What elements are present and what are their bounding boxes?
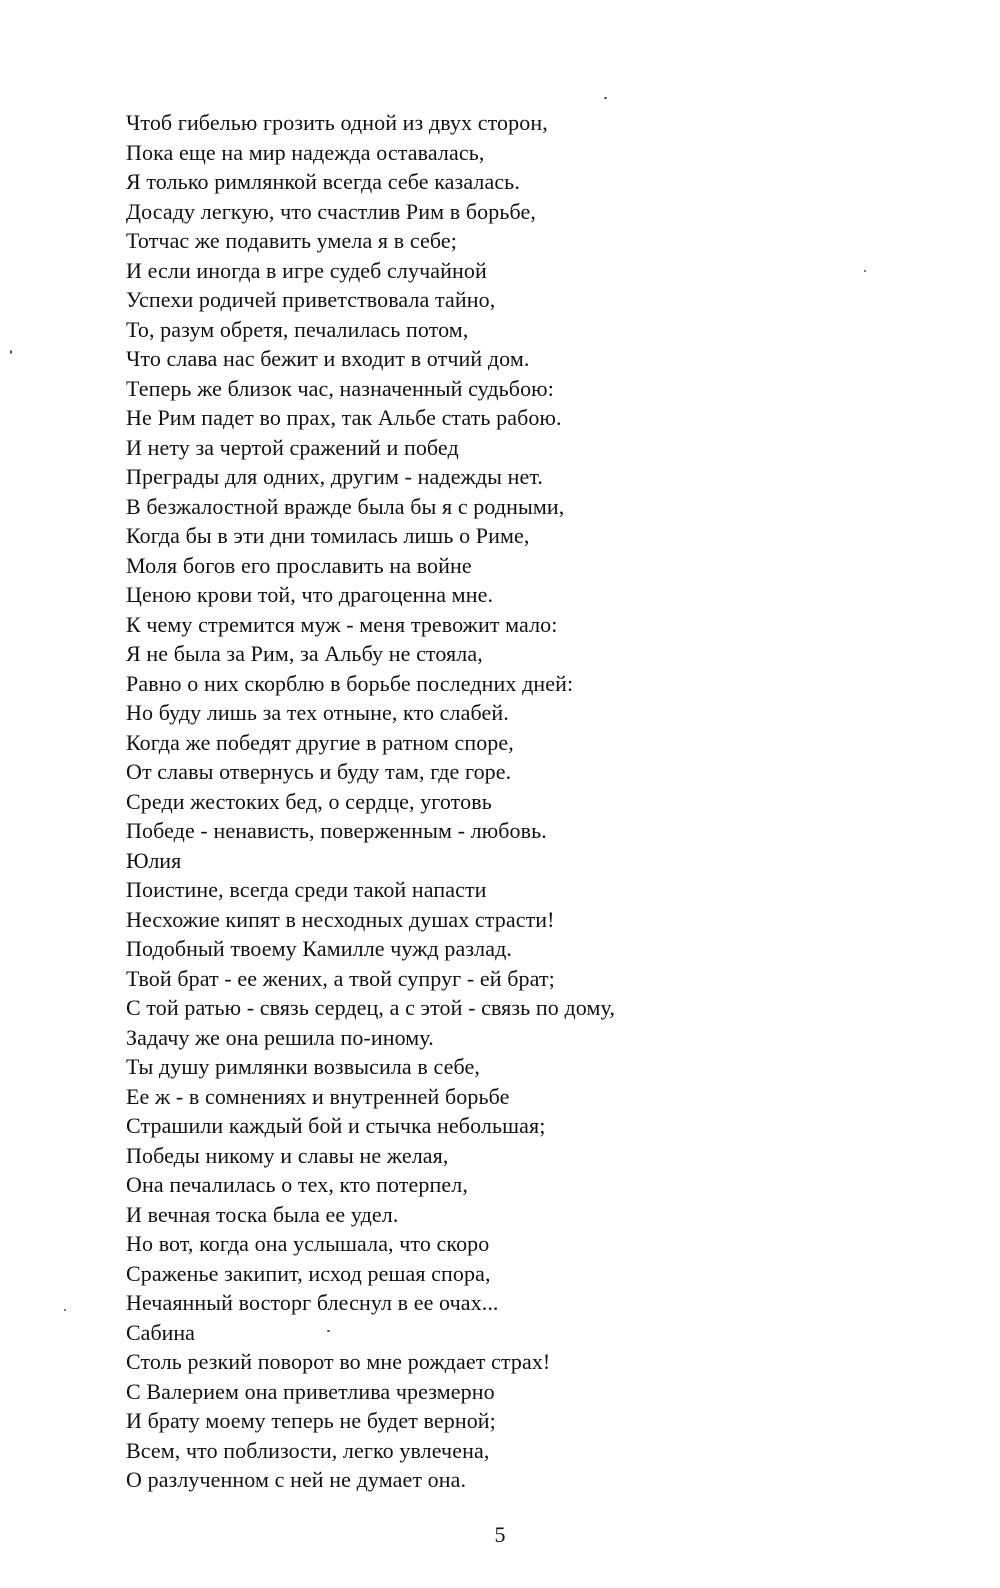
verse-line: Нечаянный восторг блеснул в ее очах... [126, 1290, 499, 1315]
verse-line: Равно о них скорблю в борьбе последних дней: [126, 670, 574, 696]
verse-line: Поистине, всегда среди такой напасти [126, 877, 487, 902]
verse-line: Ты душу римлянки возвысила в себе, [126, 1054, 480, 1079]
verse-line: Столь резкий поворот во мне рождает страх! [126, 1349, 551, 1374]
verse-line: И нету за чертой сражений и побед [126, 434, 459, 460]
verse-line: Досаду легкую, что счастлив Рим в борьбе, [126, 198, 536, 224]
verse-line: Я только римлянкой всегда себе казалась. [126, 169, 520, 194]
verse-line: Среди жестоких бед, о сердце, уготовь [126, 788, 492, 814]
verse-line: И вечная тоска была ее удел. [126, 1201, 399, 1227]
verse-line: Подобный твоему Камилле чужд разлад. [126, 936, 513, 961]
verse-line: И если иногда в игре судеб случайной [126, 257, 487, 283]
verse-line: Я не была за Рим, за Альбу не стояла, [126, 641, 483, 666]
verse-line: Страшили каждый бой и стычка небольшая; [126, 1113, 546, 1138]
speck-mark [10, 350, 12, 354]
verse-line: Чтоб гибелью грозить одной из двух сторон, [126, 110, 548, 135]
verse-line: Пока еще на мир надежда оставалась, [126, 139, 485, 165]
speck-mark [604, 97, 607, 99]
verse-line: Задачу же она решила по-иному. [126, 1024, 434, 1050]
poem-text [126, 108, 946, 1495]
verse-line: Не Рим падет во прах, так Альбе стать рабою. [126, 405, 562, 430]
verse-line: С Валерием она приветлива чрезмерно [126, 1378, 495, 1404]
verse-line: Теперь же близок час, назначенный судьбою: [126, 375, 554, 401]
verse-line: Несхожие кипят в несходных душах страсти! [126, 906, 555, 932]
verse-line: От славы отвернусь и буду там, где горе. [126, 759, 512, 784]
verse-line: Когда же победят другие в ратном споре, [126, 729, 514, 755]
verse-line: В безжалостной вражде была бы я с родными, [126, 493, 565, 519]
verse-line: Победе - ненависть, поверженным - любовь. [126, 818, 547, 843]
verse-line: То, разум обретя, печалилась потом, [126, 316, 469, 342]
verse-line: Преграды для одних, другим - надежды нет. [126, 464, 544, 489]
verse-line: Тотчас же подавить умела я в себе; [126, 228, 457, 253]
verse-line: Победы никому и славы не желая, [126, 1142, 449, 1168]
speaker-name-julia: Юлия [126, 847, 182, 873]
verse-line: Ее ж - в сомнениях и внутренней борьбе [126, 1083, 510, 1109]
verse-line: И брату моему теперь не будет верной; [126, 1408, 496, 1433]
verse-line: Она печалилась о тех, кто потерпел, [126, 1172, 468, 1197]
verse-line: Сраженье закипит, исход решая спора, [126, 1260, 491, 1286]
verse-line: Но буду лишь за тех отныне, кто слабей. [126, 700, 509, 725]
verse-line: Всем, что поблизости, легко увлечена, [126, 1437, 490, 1463]
verse-line: Но вот, когда она услышала, что скоро [126, 1231, 490, 1256]
verse-line: Когда бы в эти дни томилась лишь о Риме, [126, 523, 530, 548]
verse-line: Что слава нас бежит и входит в отчий дом. [126, 346, 530, 371]
verse-line: С той ратью - связь сердец, а с этой - связь по дому, [126, 995, 615, 1020]
verse-line: Успехи родичей приветствовала тайно, [126, 287, 496, 312]
page-number: 5 [494, 1522, 506, 1547]
verse-line: Моля богов его прославить на войне [126, 552, 472, 578]
verse-line: Ценою крови той, что драгоценна мне. [126, 582, 494, 607]
verse-line: О разлученном с ней не думает она. [126, 1467, 467, 1492]
verse-line: К чему стремится муж - меня тревожит мало: [126, 611, 558, 637]
speck-mark [64, 1309, 66, 1311]
speaker-name-sabina: Сабина [126, 1319, 195, 1345]
verse-line: Твой брат - ее жених, а твой супруг - ей брат; [126, 965, 555, 991]
